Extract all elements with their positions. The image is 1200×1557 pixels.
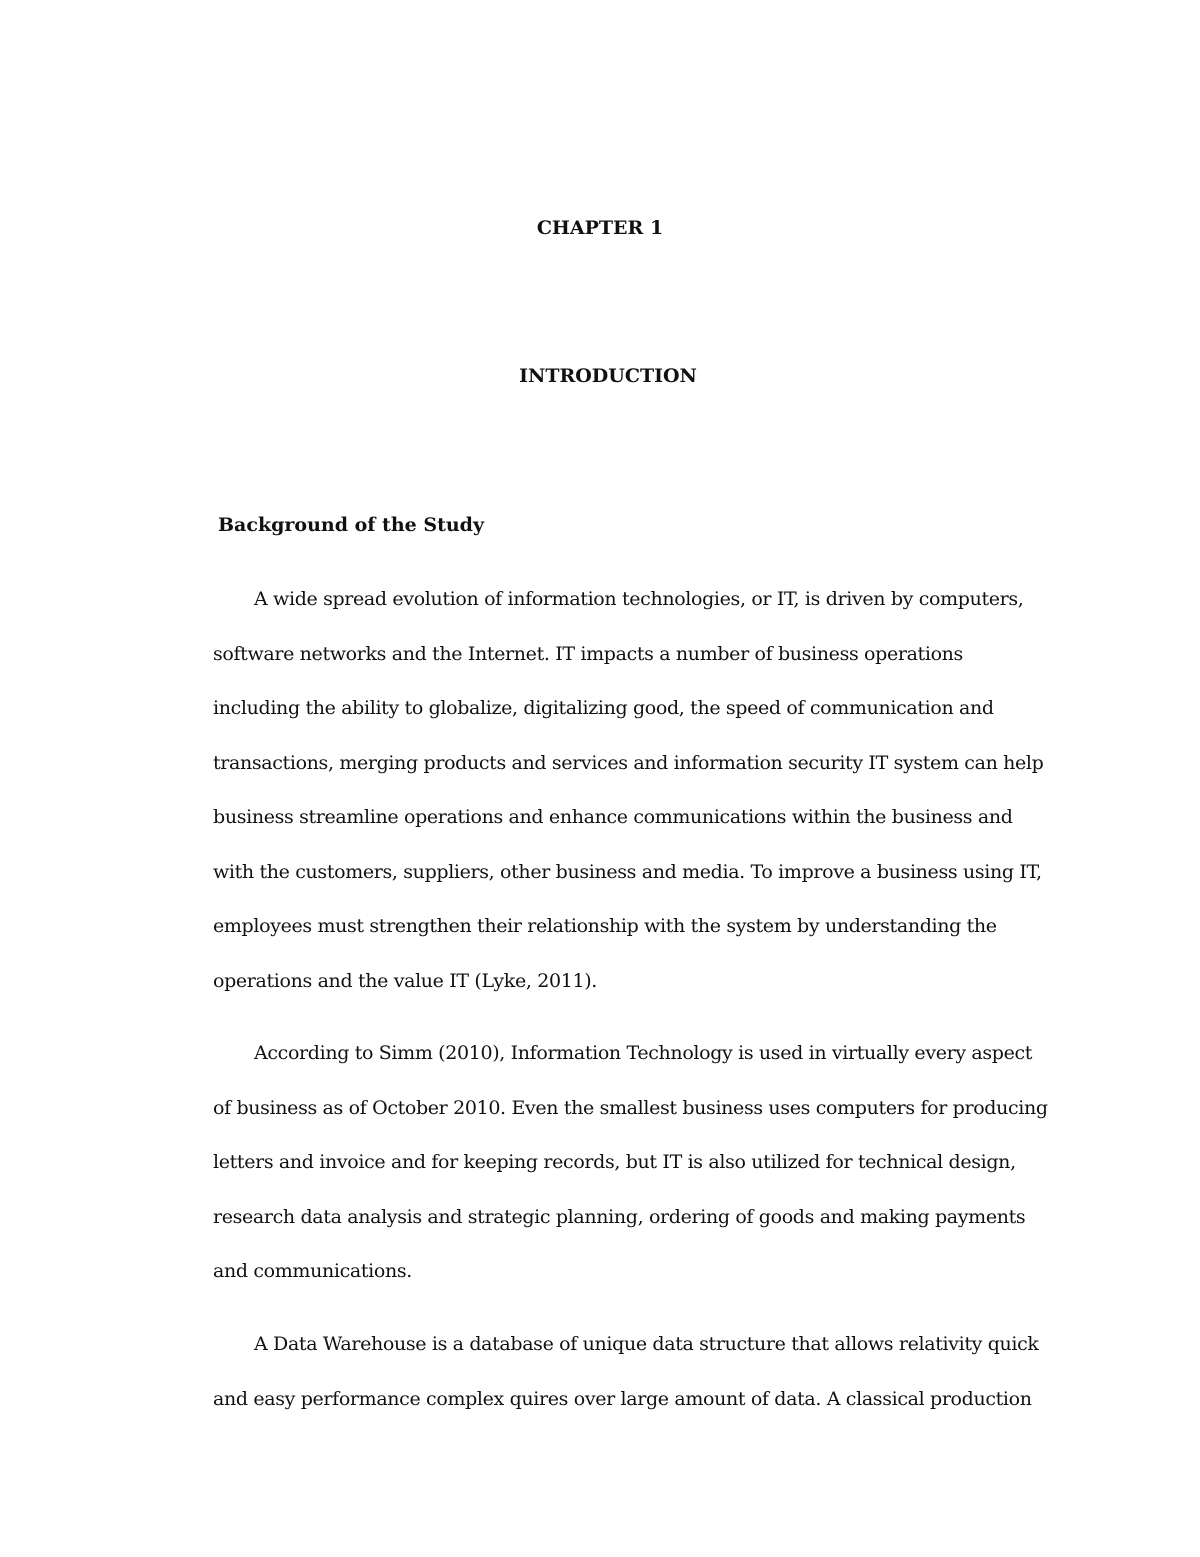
paragraph-line: research data analysis and strategic planning, ordering of goods and making payments (213, 1205, 1026, 1228)
paragraph-line: According to Simm (2010), Information Technology is used in virtually every aspect (254, 1042, 1033, 1064)
paragraph-line: operations and the value IT (Lyke, 2011). (213, 969, 597, 992)
paragraph-line: software networks and the Internet. IT impacts a number of business operations (213, 642, 963, 665)
paragraph-line: employees must strengthen their relationship with the system by understanding the (213, 915, 997, 937)
chapter-heading: CHAPTER 1 (536, 217, 664, 239)
paragraph-line: and communications. (213, 1260, 412, 1282)
paragraph-line: business streamline operations and enhance communications within the business and (213, 806, 1013, 828)
paragraph (213, 1026, 1073, 1299)
paragraph-line: with the customers, suppliers, other business and media. To improve a business using IT, (213, 860, 1042, 883)
paragraph (213, 572, 1073, 1008)
paragraph-line: A wide spread evolution of information technologies, or IT, is driven by computers, (254, 588, 1024, 610)
paragraph-line: A Data Warehouse is a database of unique data structure that allows relativity quick (254, 1333, 1039, 1355)
paragraph-line: including the ability to globalize, digitalizing good, the speed of communication and (213, 697, 994, 719)
paragraph-line: and easy performance complex quires over large amount of data. A classical production (213, 1387, 1032, 1410)
paragraph (213, 1317, 1073, 1426)
paragraph-line: letters and invoice and for keeping records, but IT is also utilized for technical design, (213, 1151, 1016, 1173)
paragraph-line: of business as of October 2010. Even the smallest business uses computers for producing (213, 1096, 1048, 1119)
subheading: Background of the Study (218, 514, 484, 536)
paragraph-line: transactions, merging products and services and information security IT system can help (213, 751, 1044, 774)
section-heading: INTRODUCTION (519, 365, 697, 387)
